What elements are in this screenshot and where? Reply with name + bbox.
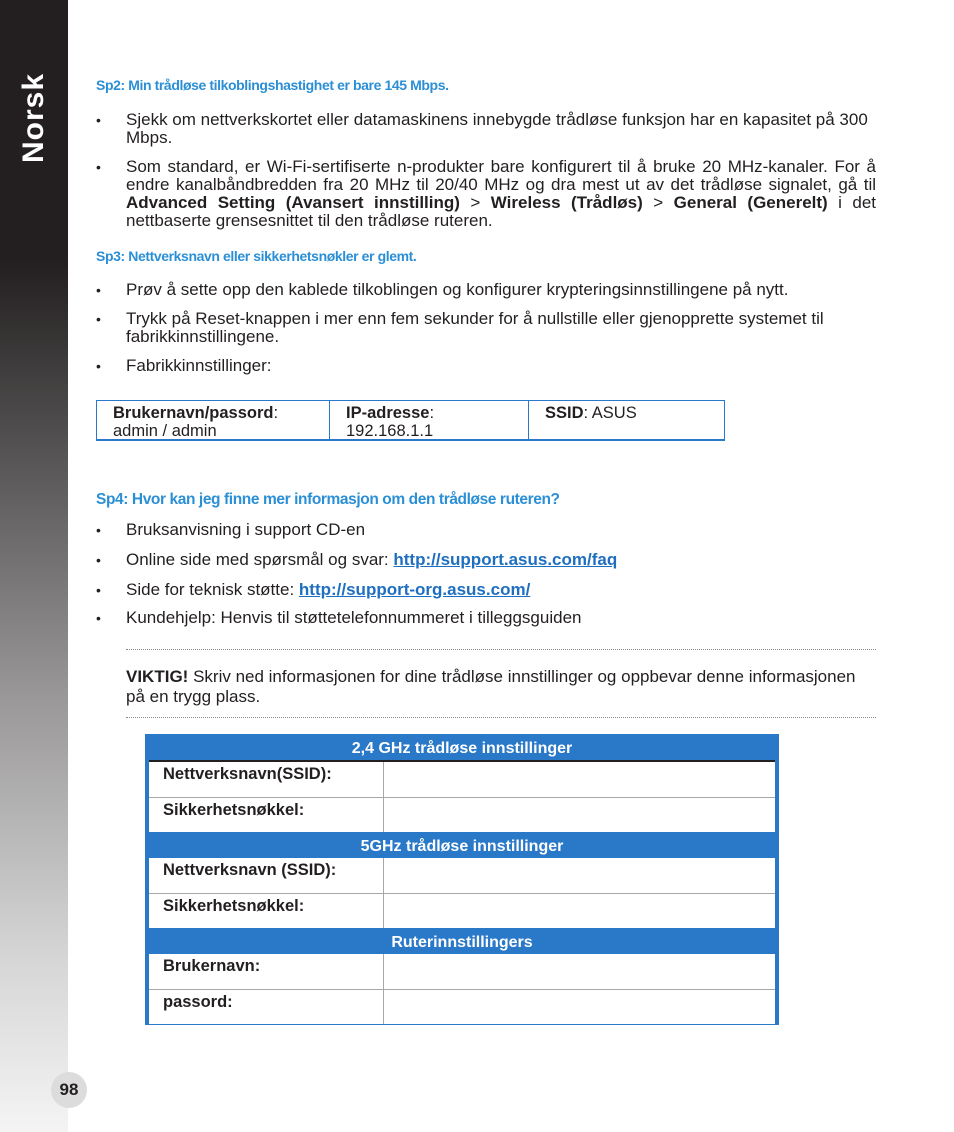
password-label: passord: (149, 990, 384, 1024)
key-5-label: Sikkerhetsnøkkel: (149, 894, 384, 928)
ssid-24-field[interactable] (384, 762, 775, 797)
section-rows-5ghz (149, 858, 775, 928)
list-item: • Som standard, er Wi-Fi-sertifiserte n-produkter bare konfigurert til å bruke 20 MHz-kanaler. For å endre kanalbåndbredden fra 20 MHz til 20/40 MHz og dra mest ut av det trådløse signalet, gå til Advanced Setting (Avansert innstilling) > Wireless (Trådløs) > General (Generelt) i det nettbaserte grensesnittet til den trådløse ruteren. (96, 158, 876, 230)
default-credentials-cell: Brukernavn/passord: admin / admin (113, 404, 279, 440)
language-label: Norsk (17, 72, 50, 164)
support-link[interactable]: http://support-org.asus.com/ (298, 580, 531, 599)
sp2-heading: Sp2: Min trådløse tilkoblingshastighet er bare 145 Mbps. (96, 77, 449, 93)
table-row (149, 858, 775, 893)
username-field[interactable] (384, 954, 775, 989)
list-item: • Online side med spørsmål og svar: http://support.asus.com/faq (96, 551, 876, 569)
key-24-label: Sikkerhetsnøkkel: (149, 798, 384, 832)
section-header-5ghz: 5GHz trådløse innstillinger (360, 838, 564, 855)
ssid-5-label: Nettverksnavn (SSID): (149, 858, 384, 893)
section-rows-router (149, 954, 775, 1024)
list-item: • Trykk på Reset-knappen i mer enn fem sekunder for å nullstille eller gjenopprette systemet til fabrikkinnstillingene. (96, 310, 876, 346)
ssid-5-field[interactable] (384, 858, 775, 893)
username-label: Brukernavn: (149, 954, 384, 989)
table-row (149, 762, 775, 797)
wireless-settings-form (145, 734, 779, 1025)
table-row (149, 893, 775, 928)
language-sidebar (0, 0, 79, 1132)
section-rows-2-4ghz (149, 760, 775, 832)
default-ssid-cell: SSID: ASUS (528, 401, 724, 439)
key-5-field[interactable] (384, 894, 775, 928)
sp4-list (96, 521, 876, 638)
important-label: VIKTIG! (126, 667, 189, 686)
list-item: • Side for teknisk støtte: http://support-org.asus.com/ (96, 581, 876, 599)
ssid-24-label: Nettverksnavn(SSID): (149, 762, 384, 797)
list-item: • Prøv å sette opp den kablede tilkoblingen og konfigurer krypteringsinnstillingene på nytt. (96, 281, 876, 299)
default-ip-cell: IP-adresse: 192.168.1.1 (329, 401, 528, 439)
sp4-heading: Sp4: Hvor kan jeg finne mer informasjon om den trådløse ruteren? (96, 491, 560, 508)
list-item: • Bruksanvisning i support CD-en (96, 521, 876, 539)
divider-bottom (126, 717, 876, 718)
factory-defaults-table (96, 400, 725, 441)
list-item: • Kundehjelp: Henvis til støttetelefonnummeret i tilleggsguiden (96, 609, 876, 627)
key-24-field[interactable] (384, 798, 775, 832)
sp3-list (96, 281, 876, 386)
table-row (149, 989, 775, 1024)
divider-top (126, 649, 876, 650)
list-item: • Fabrikkinnstillinger: (96, 357, 876, 375)
password-field[interactable] (384, 990, 775, 1024)
table-row (149, 954, 775, 989)
table-row (149, 797, 775, 832)
section-header-2-4ghz: 2,4 GHz trådløse innstillinger (351, 740, 573, 757)
list-item: • Sjekk om nettverkskortet eller datamaskinens innebygde trådløse funksjon har en kapasitet på 300 Mbps. (96, 111, 876, 147)
page-number: 98 (51, 1072, 87, 1108)
section-header-router: Ruterinnstillingers (391, 934, 533, 951)
sp2-list (96, 111, 876, 241)
faq-link[interactable]: http://support.asus.com/faq (393, 550, 618, 569)
important-note: VIKTIG! Skriv ned informasjonen for dine trådløse innstillinger og oppbevar denne informasjonen på en trygg plass. (126, 667, 856, 706)
sp3-heading: Sp3: Nettverksnavn eller sikkerhetsnøkler er glemt. (96, 248, 417, 264)
